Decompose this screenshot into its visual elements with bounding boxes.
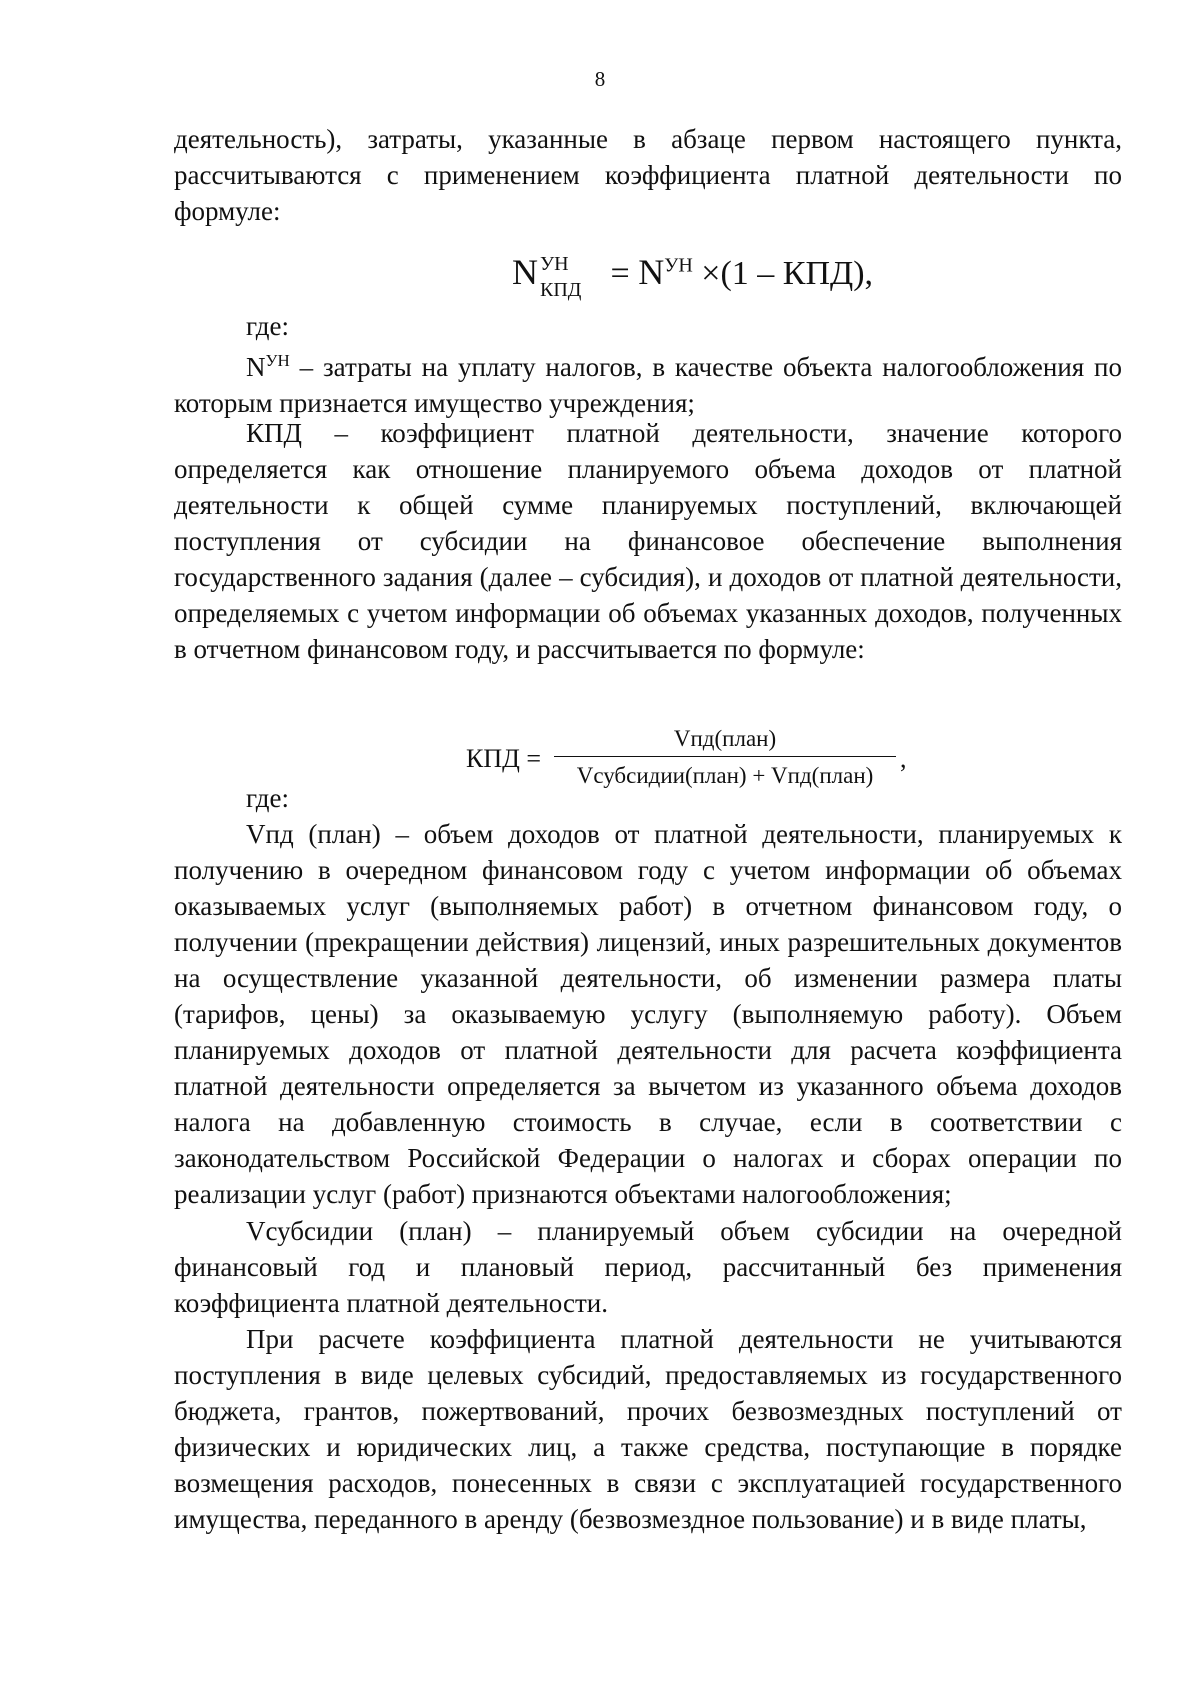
formula1-rhs-rest: ×(1 – КПД), bbox=[701, 255, 874, 292]
formula2-numerator: Vпд(план) bbox=[673, 726, 777, 751]
paragraph-kpd-definition: КПД – коэффициент платной деятельности, значение которого определяется как отношение планируемого объема доходов от платной деятельности к общей сумме планируемых поступлений, включающей поступления от субсидии на финансовое обеспечение выполнения государственного задания (далее – субсидия), и доходов от платной деятельности, определяемых с учетом информации об объемах указанных доходов, полученных в отчетном финансовом году, и рассчитывается по формуле: bbox=[174, 418, 1122, 664]
page-number: 8 bbox=[594, 67, 606, 91]
nyn-text: – затраты на уплату налогов, в качестве объекта налогообложения по которым признается имущество учреждения; bbox=[174, 352, 1122, 418]
formula1-lhs: N bbox=[512, 252, 538, 292]
formula1-eq: = bbox=[610, 255, 630, 292]
formula1-lhs-indices bbox=[538, 253, 602, 302]
paragraph-final: При расчете коэффициента платной деятельности не учитываются поступления в виде целевых субсидий, предоставляемых из государственного бюджета, грантов, пожертвований, прочих безвозмездных поступлений от физических и юридических лиц, а также средства, поступающие в порядке возмещения расходов, понесенных в связи с эксплуатацией государственного имущества, переданного в аренду (безвозмездное пользование) и в виде платы, bbox=[174, 1324, 1122, 1534]
formula2-denominator: Vсубсидии(план) + Vпд(план) bbox=[576, 763, 874, 788]
label-gde-2: где: bbox=[246, 783, 289, 813]
formula-tax-kpd bbox=[512, 250, 874, 302]
paragraph-vpd-definition: Vпд (план) – объем доходов от платной деятельности, планируемых к получению в очередном финансовом году с учетом информации об объемах оказываемых услуг (выполняемых работ) в отчетном финансовом году, о получении (прекращении действия) лицензий, иных разрешительных документов на осуществление указанной деятельности, об изменении размера платы (тарифов, цены) за оказываемую услугу (выполняемую работу). Объем планируемых доходов от платной деятельности для расчета коэффициента платной деятельности определяется за вычетом из указанного объема доходов налога на добавленную стоимость в случае, если в соответствии с законодательством Российской Федерации о налогах и сборах операции по реализации услуг (работ) признаются объектами налогообложения; bbox=[174, 819, 1122, 1209]
nyn-symbol: N bbox=[246, 352, 266, 382]
formula1-rhs-n: N bbox=[638, 252, 665, 292]
nyn-sup: УН bbox=[265, 351, 290, 370]
formula2-lhs: КПД = bbox=[466, 744, 542, 773]
formula2-fraction bbox=[554, 722, 896, 793]
label-gde-1: где: bbox=[246, 311, 289, 341]
formula1-lhs-sub: КПД bbox=[540, 279, 582, 302]
formula2-trail: , bbox=[900, 744, 907, 773]
formula1-lhs-sup: УН bbox=[540, 253, 569, 276]
paragraph-vsub-definition: Vсубсидии (план) – планируемый объем субсидии на очередной финансовый год и плановый период, рассчитанный без применения коэффициента платной деятельности. bbox=[174, 1216, 1122, 1318]
formula1-rhs-sup: УН bbox=[664, 254, 693, 277]
paragraph-intro: деятельность), затраты, указанные в абзаце первом настоящего пункта, рассчитываются с применением коэффициента платной деятельности по формуле: bbox=[174, 124, 1122, 226]
paragraph-nyn-definition bbox=[174, 343, 1122, 421]
